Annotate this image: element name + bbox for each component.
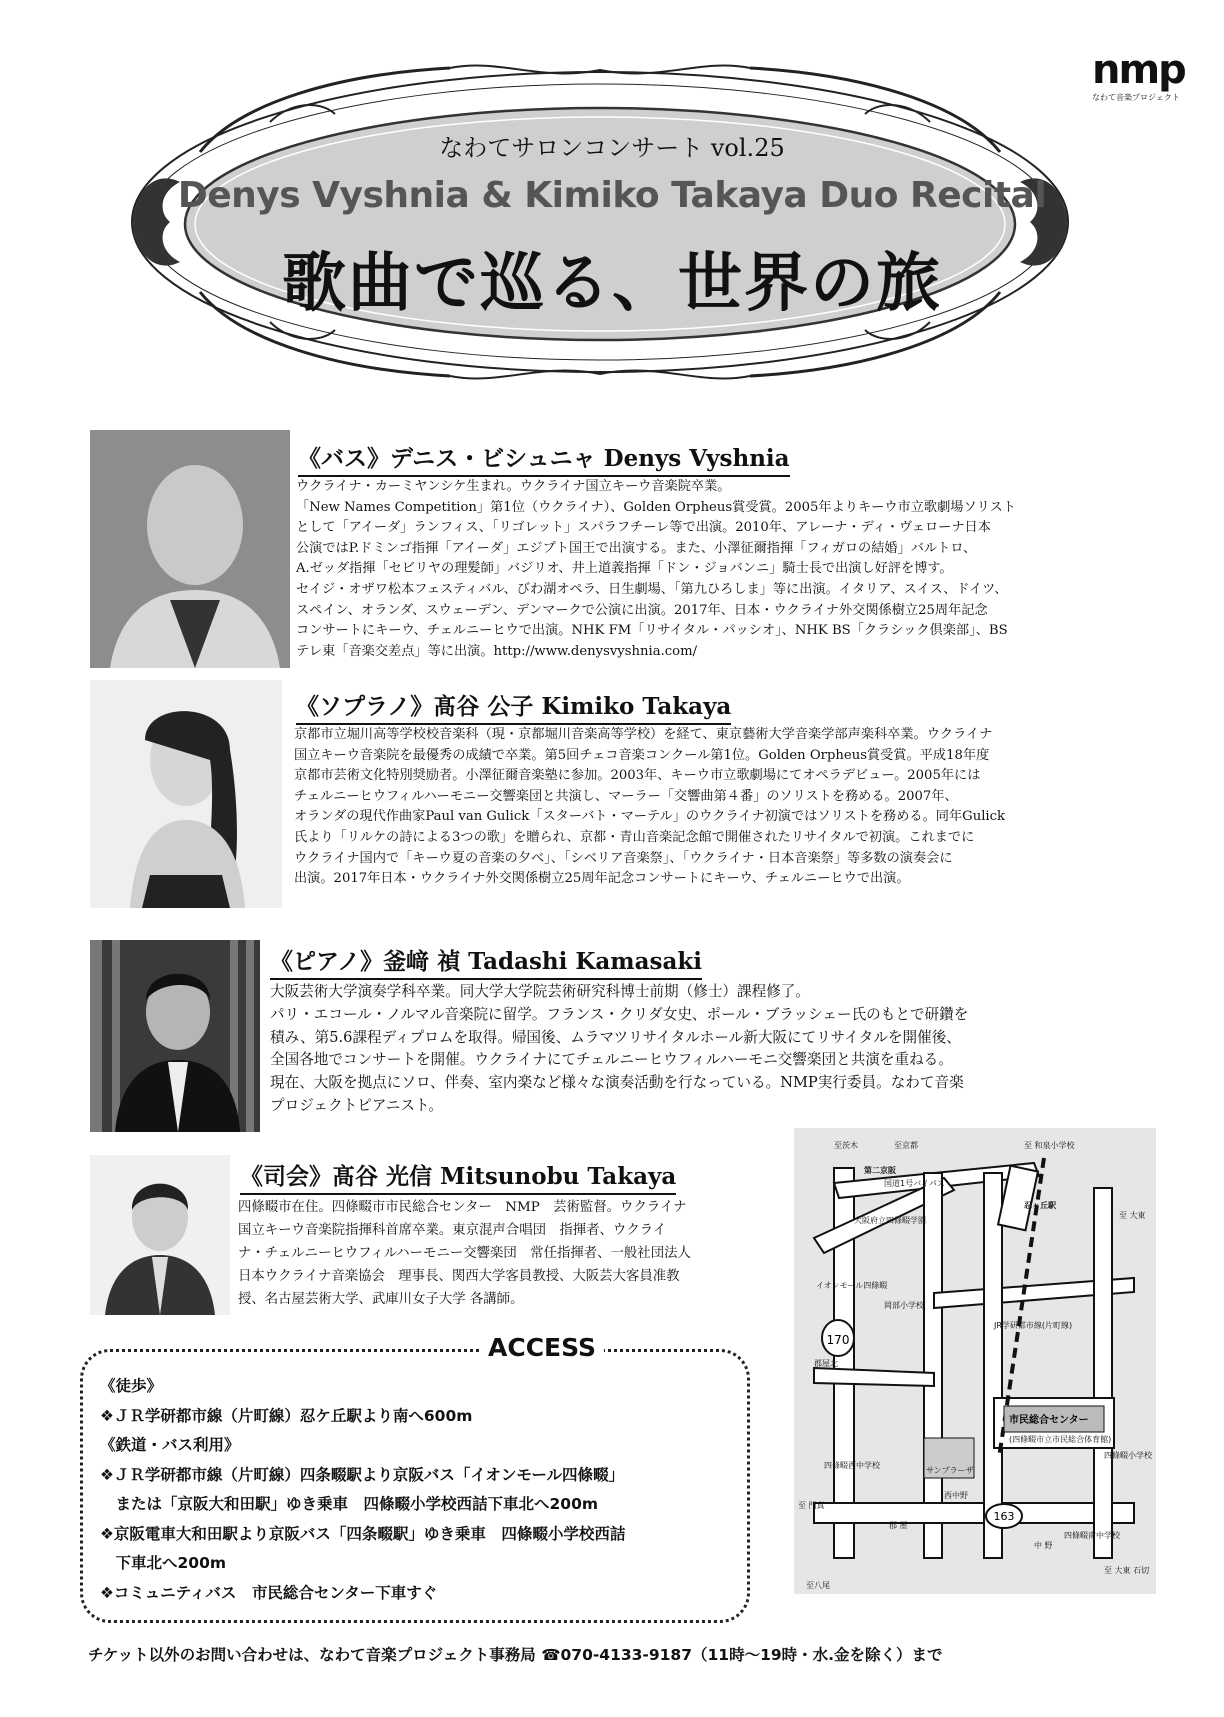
svg-text:163: 163 [993, 1510, 1015, 1523]
ornamental-oval-frame [120, 62, 1080, 382]
bio-line: 積み、第5.6課程ディプロムを取得。帰国後、ムラマツリサイタルホール新大阪にてリサイタルを開催後、 [270, 1028, 961, 1046]
svg-text:サンプラーザ: サンプラーザ [926, 1466, 974, 1475]
bio-line: パリ・エコール・ノルマル音楽院に留学。フランス・クリダ女史、ポール・ブラッシェー氏のもとで研鑽を [270, 1005, 969, 1023]
access-line: ❖コミュニティバス 市民総合センター下車すぐ [100, 1583, 438, 1602]
svg-text:四條畷西中学校: 四條畷西中学校 [824, 1461, 880, 1470]
bio-line: A.ゼッダ指揮「セビリヤの理髪師」バジリオ、井上道義指揮「ドン・ジョバンニ」騎士長で出演し好評を博す。 [296, 561, 953, 577]
svg-text:(四條畷市立市民総合体育館): (四條畷市立市民総合体育館) [1009, 1435, 1112, 1444]
photo-mitsunobu-takaya [90, 1155, 230, 1315]
svg-text:忍ヶ丘駅: 忍ヶ丘駅 [1024, 1201, 1056, 1210]
access-line: ❖ＪＲ学研都市線（片町線）四条畷駅より京阪バス「イオンモール四條畷」 [100, 1465, 625, 1484]
recital-title: Denys Vyshnia & Kimiko Takaya Duo Recital [177, 175, 1047, 216]
bio-line: 国立キーウ音楽院を最優秀の成績で卒業。第5回チェコ音楽コンクール第1位。Golden Orpheus賞受賞。平成18年度 [294, 747, 990, 763]
bio-line: ナ・チェルニーヒウフィルハーモニー交響楽団 常任指揮者、一般社団法人 [238, 1246, 691, 1261]
bio-line: 国立キーウ音楽院指揮科首席卒業。東京混声合唱団 指揮者、ウクライ [238, 1223, 667, 1238]
profile-name-tadashi: 《ピアノ》釜﨑 禎 Tadashi Kamasaki [270, 943, 702, 980]
concert-series: なわてサロンコンサート vol.25 [439, 134, 785, 162]
logo-subtitle: なわて音楽プロジェクト [1092, 93, 1180, 102]
bio-line: ウクライナ国内で「キーウ夏の音楽の夕べ」、「シベリア音楽祭」、「ウクライナ・日本音楽祭」等多数の演奏会に [294, 850, 953, 866]
profile-bio-kimiko [294, 725, 1144, 890]
access-line: ❖京阪電車大和田駅より京阪バス「四条畷駅」ゆき乗車 四條畷小学校西詰 [100, 1524, 626, 1543]
bio-line: 現在、大阪を拠点にソロ、伴奏、室内楽など様々な演奏活動を行なっている。NMP実行委員。なわて音楽 [270, 1074, 964, 1092]
access-line: ❖ＪＲ学研都市線（片町線）忍ケ丘駅より南へ600m [100, 1406, 473, 1425]
map-svg [794, 1128, 1156, 1594]
svg-text:至 和泉小学校: 至 和泉小学校 [1024, 1141, 1075, 1150]
profile-bio-mitsunobu [238, 1196, 778, 1311]
photo-denys-vyshnia [90, 430, 290, 668]
bio-line: 四條畷市在住。四條畷市市民総合センター NMP 芸術監督。ウクライナ [238, 1200, 687, 1215]
svg-text:至 門真: 至 門真 [798, 1501, 825, 1510]
bio-line: として「アイーダ」ランフィス、「リゴレット」スパラフチーレ等で出演。2010年、アレーナ・ディ・ヴェローナ日本 [296, 520, 991, 536]
access-directions [100, 1372, 625, 1608]
profile-name-kimiko: 《ソプラノ》髙谷 公子 Kimiko Takaya [296, 688, 731, 725]
profile-name-mitsunobu: 《司会》髙谷 光信 Mitsunobu Takaya [240, 1158, 676, 1195]
map-center-label: 市民総合センター [1009, 1415, 1089, 1426]
svg-text:至茨木: 至茨木 [834, 1141, 858, 1150]
svg-text:四條畷南中学校: 四條畷南中学校 [1064, 1531, 1120, 1540]
profile-bio-denys [296, 477, 1146, 662]
bio-line: 氏より「リルケの詩による3つの歌」を贈られ、京都・青山音楽記念館で開催されたリサイタルで初演。これまでに [294, 829, 975, 845]
contact-info: チケット以外のお問い合わせは、なわて音楽プロジェクト事務局 ☎070-4133-9187（11時〜19時・水.金を除く）まで [88, 1646, 943, 1664]
svg-text:170: 170 [826, 1333, 850, 1347]
access-map [794, 1128, 1156, 1594]
profile-name-denys: 《バス》デニス・ビシュニャ Denys Vyshnia [298, 440, 790, 477]
svg-text:郡屋北: 郡屋北 [814, 1359, 838, 1368]
svg-text:イオンモール四條畷: イオンモール四條畷 [816, 1281, 888, 1290]
access-line: 下車北へ200m [100, 1554, 227, 1572]
bio-line: スペイン、オランダ、スウェーデン、デンマークで公演に出演。2017年、日本・ウクライナ外交関係樹立25周年記念 [296, 602, 988, 618]
main-title: 歌曲で巡る、世界の旅 [282, 246, 942, 321]
svg-text:中 野: 中 野 [1034, 1541, 1053, 1550]
bio-line: 京都市芸術文化特別奨励者。小澤征爾音楽塾に参加。2003年、キーウ市立歌劇場にてオペラデビュー。2005年には [294, 768, 981, 784]
bio-line: 大阪芸術大学演奏学科卒業。同大学大学院芸術研究科博士前期（修士）課程修了。 [270, 983, 810, 1000]
profile-bio-tadashi [270, 981, 1130, 1118]
access-line: または「京阪大和田駅」ゆき乗車 四條畷小学校西詰下車北へ200m [100, 1495, 599, 1513]
bio-line: ウクライナ・カーミヤンシケ生まれ。ウクライナ国立キーウ音楽院卒業。 [296, 479, 731, 494]
svg-text:国道1号バイパス: 国道1号バイパス [884, 1179, 945, 1188]
bio-line: 授、名古屋芸術大学、武庫川女子大学 各講師。 [238, 1292, 524, 1307]
logo-mark: nmp [1092, 47, 1185, 93]
photo-tadashi-kamasaki [90, 940, 260, 1132]
bio-line: コンサートにキーウ、チェルニーヒウで出演。NHK FM「リサイタル・パッシオ」、NHK BS「クラシック倶楽部」、BS [296, 623, 1008, 639]
bio-line: 全国各地でコンサートを開催。ウクライナにてチェルニーヒウフィルハーモニ交響楽団と共演を重ねる。 [270, 1051, 953, 1069]
bio-line: 京都市立堀川高等学校校音楽科（現・京都堀川音楽高等学校）を経て、東京藝術大学音楽学部声楽科卒業。ウクライナ [294, 727, 993, 742]
photo-kimiko-takaya [90, 680, 282, 908]
route-163-marker [986, 1504, 1022, 1528]
svg-text:第二京阪: 第二京阪 [864, 1166, 896, 1175]
bio-line: 「New Names Competition」第1位（ウクライナ）、Golden Orpheus賞受賞。2005年よりキーウ市立歌劇場ソリスト [296, 499, 1016, 515]
route-170-marker [822, 1320, 854, 1356]
svg-text:JR学研都市線(片町線): JR学研都市線(片町線) [994, 1321, 1073, 1330]
bio-line: プロジェクトピアニスト。 [270, 1096, 443, 1114]
svg-text:四條畷小学校: 四條畷小学校 [1104, 1451, 1152, 1460]
bio-line: オランダの現代作曲家Paul van Gulick「スターバト・マーテル」のウクライナ初演ではソリストを務める。同年Gulick [294, 809, 1006, 825]
svg-text:至 大東 石切: 至 大東 石切 [1104, 1566, 1150, 1575]
access-line: 《徒歩》 [100, 1377, 163, 1395]
bio-line: テレ東「音楽交差点」等に出演。http://www.denysvyshnia.com/ [296, 643, 698, 659]
svg-text:西中野: 西中野 [944, 1491, 968, 1500]
bio-line: チェルニーヒウフィルハーモニー交響楽団と共演し、マーラー「交響曲第４番」のソリストを務める。2007年、 [294, 788, 958, 804]
bio-line: セイジ・オザワ松本フェスティバル、びわ湖オペラ、日生劇場、「第九ひろしま」等に出演。イタリア、スイス、ドイツ、 [296, 581, 1008, 597]
access-line: 《鉄道・バス利用》 [100, 1436, 240, 1454]
bio-line: 日本ウクライナ音楽協会 理事長、関西大学客員教授、大阪芸大客員准教 [238, 1269, 680, 1284]
svg-text:至 大東: 至 大東 [1119, 1211, 1146, 1220]
access-title: ACCESS [480, 1333, 604, 1362]
svg-text:至京都: 至京都 [894, 1141, 918, 1150]
svg-text:岡部小学校: 岡部小学校 [884, 1301, 924, 1310]
nmp-logo [1092, 47, 1202, 110]
svg-text:至八尾: 至八尾 [806, 1581, 830, 1590]
svg-text:大阪府立四條畷学園: 大阪府立四條畷学園 [854, 1216, 926, 1225]
svg-text:郡 屋: 郡 屋 [889, 1521, 908, 1530]
bio-line: 出演。2017年日本・ウクライナ外交関係樹立25周年記念コンサートにキーウ、チェルニーヒウで出演。 [294, 871, 910, 887]
bio-line: 公演ではP.ドミンゴ指揮「アイーダ」エジプト国王で出演する。また、小澤征爾指揮「フィガロの結婚」バルトロ、 [296, 540, 977, 556]
